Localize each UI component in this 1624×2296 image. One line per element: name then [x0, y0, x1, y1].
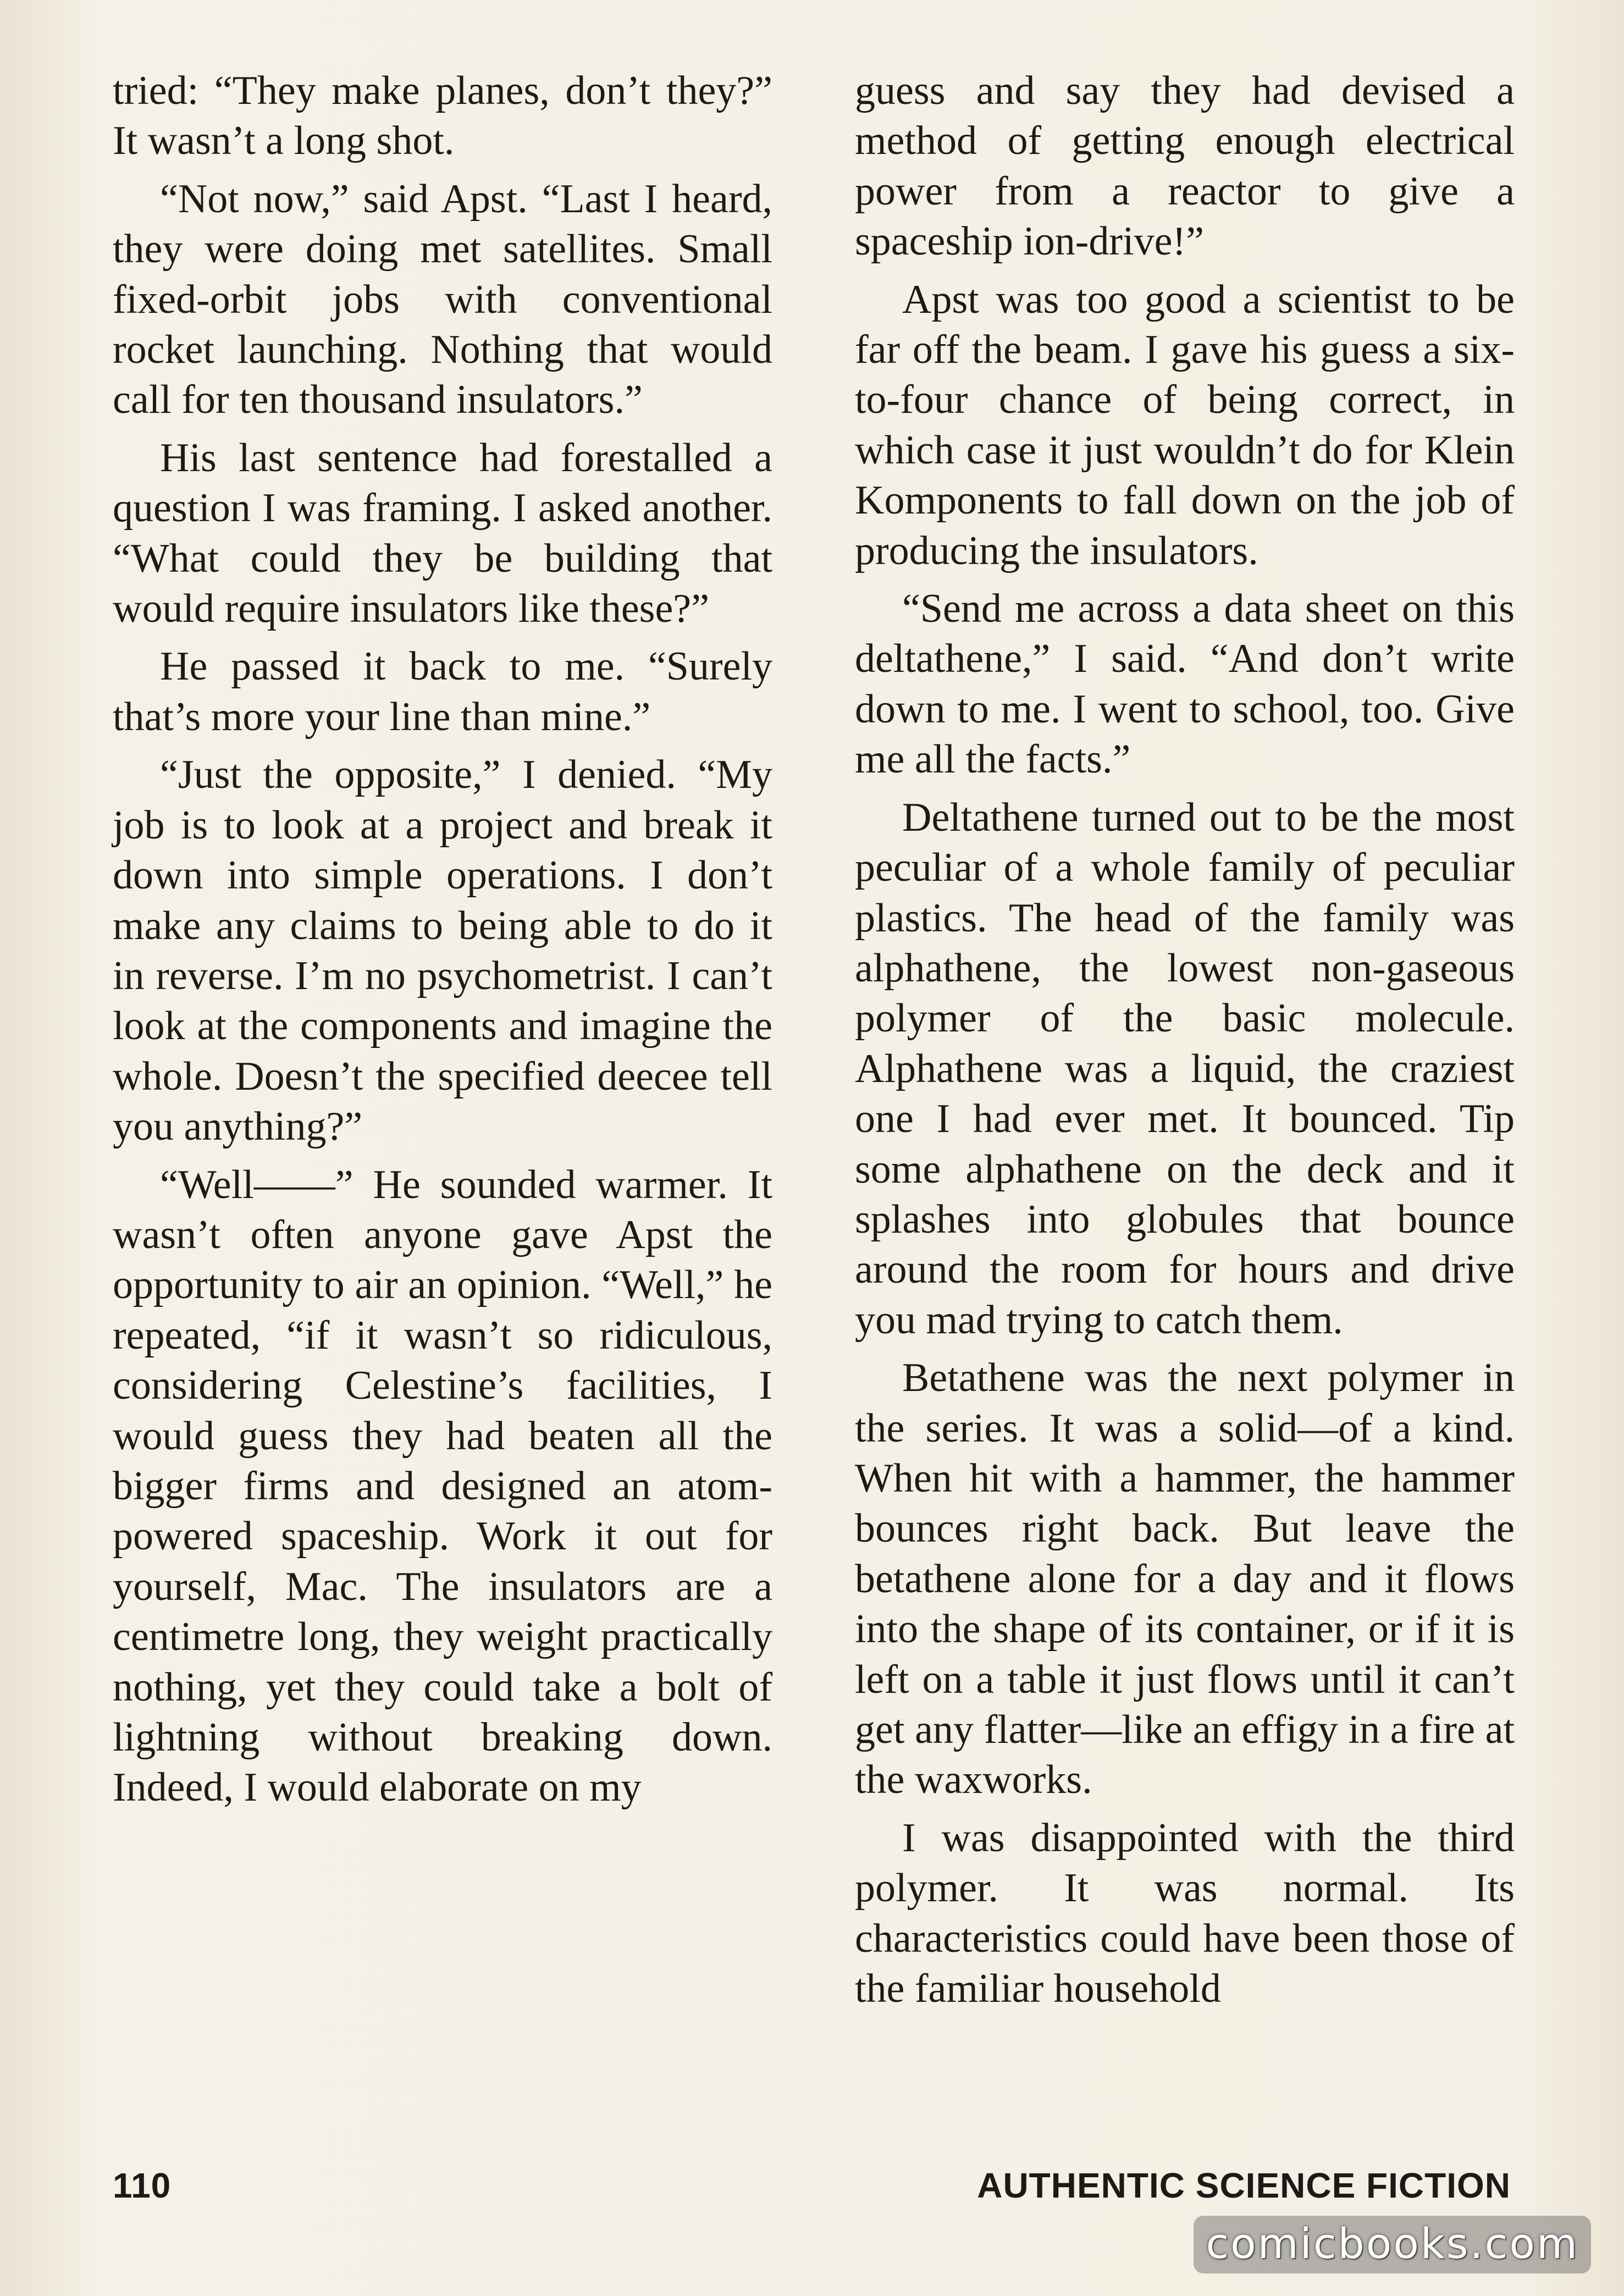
paragraph: tried: “They make planes, don’t they?” It wasn’t a long shot. — [113, 68, 772, 164]
left-text-column — [113, 66, 772, 1813]
page-number: 110 — [113, 2166, 172, 2205]
magazine-title: AUTHENTIC SCIENCE FICTION — [977, 2166, 1511, 2205]
paragraph: “Well——” He sounded warmer. It wasn’t often anyone gave Apst the opportunity to air an opinion. “Well,” he repeated, “if it wasn’t so ridiculous, considering Celestine’s facilities, I would guess they had beaten all the bigger firms and designed an atom-powered spaceship. Work it out for yourself, Mac. The insulators are a centimetre long, they weight practically nothing, yet they could take a bolt of lightning without breaking down. Indeed, I would elaborate on my — [113, 1162, 772, 1811]
paragraph: Betathene was the next polymer in the series. It was a solid—of a kind. When hit with a hammer, the hammer bounces right back. But leave the betathene alone for a day and it flows into the shape of its container, or if it is left on a table it just flows until it can’t get any flatter—like an effigy in a fire at the waxworks. — [855, 1355, 1515, 1803]
paragraph: He passed it back to me. “Surely that’s more your line than mine.” — [113, 644, 772, 739]
paragraph: guess and say they had devised a method of getting enough electrical power from a reactor to give a spaceship ion-drive!” — [855, 68, 1515, 264]
paragraph: Deltathene turned out to be the most peculiar of a whole family of peculiar plastics. The head of the family was alphathene, the lowest non-gaseous polymer of the basic molecule. Alphathene was a liquid, the craziest one I had ever met. It bounced. Tip some alphathene on the deck and it splashes into globules that bounce around the room for hours and drive you mad trying to catch them. — [855, 794, 1515, 1343]
paragraph: “Not now,” said Apst. “Last I heard, they were doing met satellites. Small fixed-orbit jobs with conventional rocket launching. Nothing that would call for ten thousand insulators.” — [113, 176, 772, 423]
paragraph: His last sentence had forestalled a question I was framing. I asked another. “What could they be building that would require insulators like these?” — [113, 435, 772, 632]
paragraph: Apst was too good a scientist to be far off the beam. I gave his guess a six-to-four chance of being correct, in which case it just wouldn’t do for Klein Komponents to fall down on the job of producing the insulators. — [855, 277, 1515, 573]
right-text-column — [855, 66, 1515, 2014]
paragraph: “Just the opposite,” I denied. “My job is to look at a project and break it down into simple operations. I don’t make any claims to being able to do it in reverse. I’m no psychometrist. I can’t look at the components and imagine the whole. Doesn’t the specified deecee tell you anything?” — [113, 752, 772, 1150]
paragraph: I was disappointed with the third polymer. It was normal. Its characteristics could have been those of the familiar household — [855, 1815, 1515, 2012]
paragraph: “Send me across a data sheet on this deltathene,” I said. “And don’t write down to me. I went to school, too. Give me all the facts.” — [855, 586, 1515, 782]
site-watermark: comicbooks.com — [1194, 2216, 1591, 2273]
